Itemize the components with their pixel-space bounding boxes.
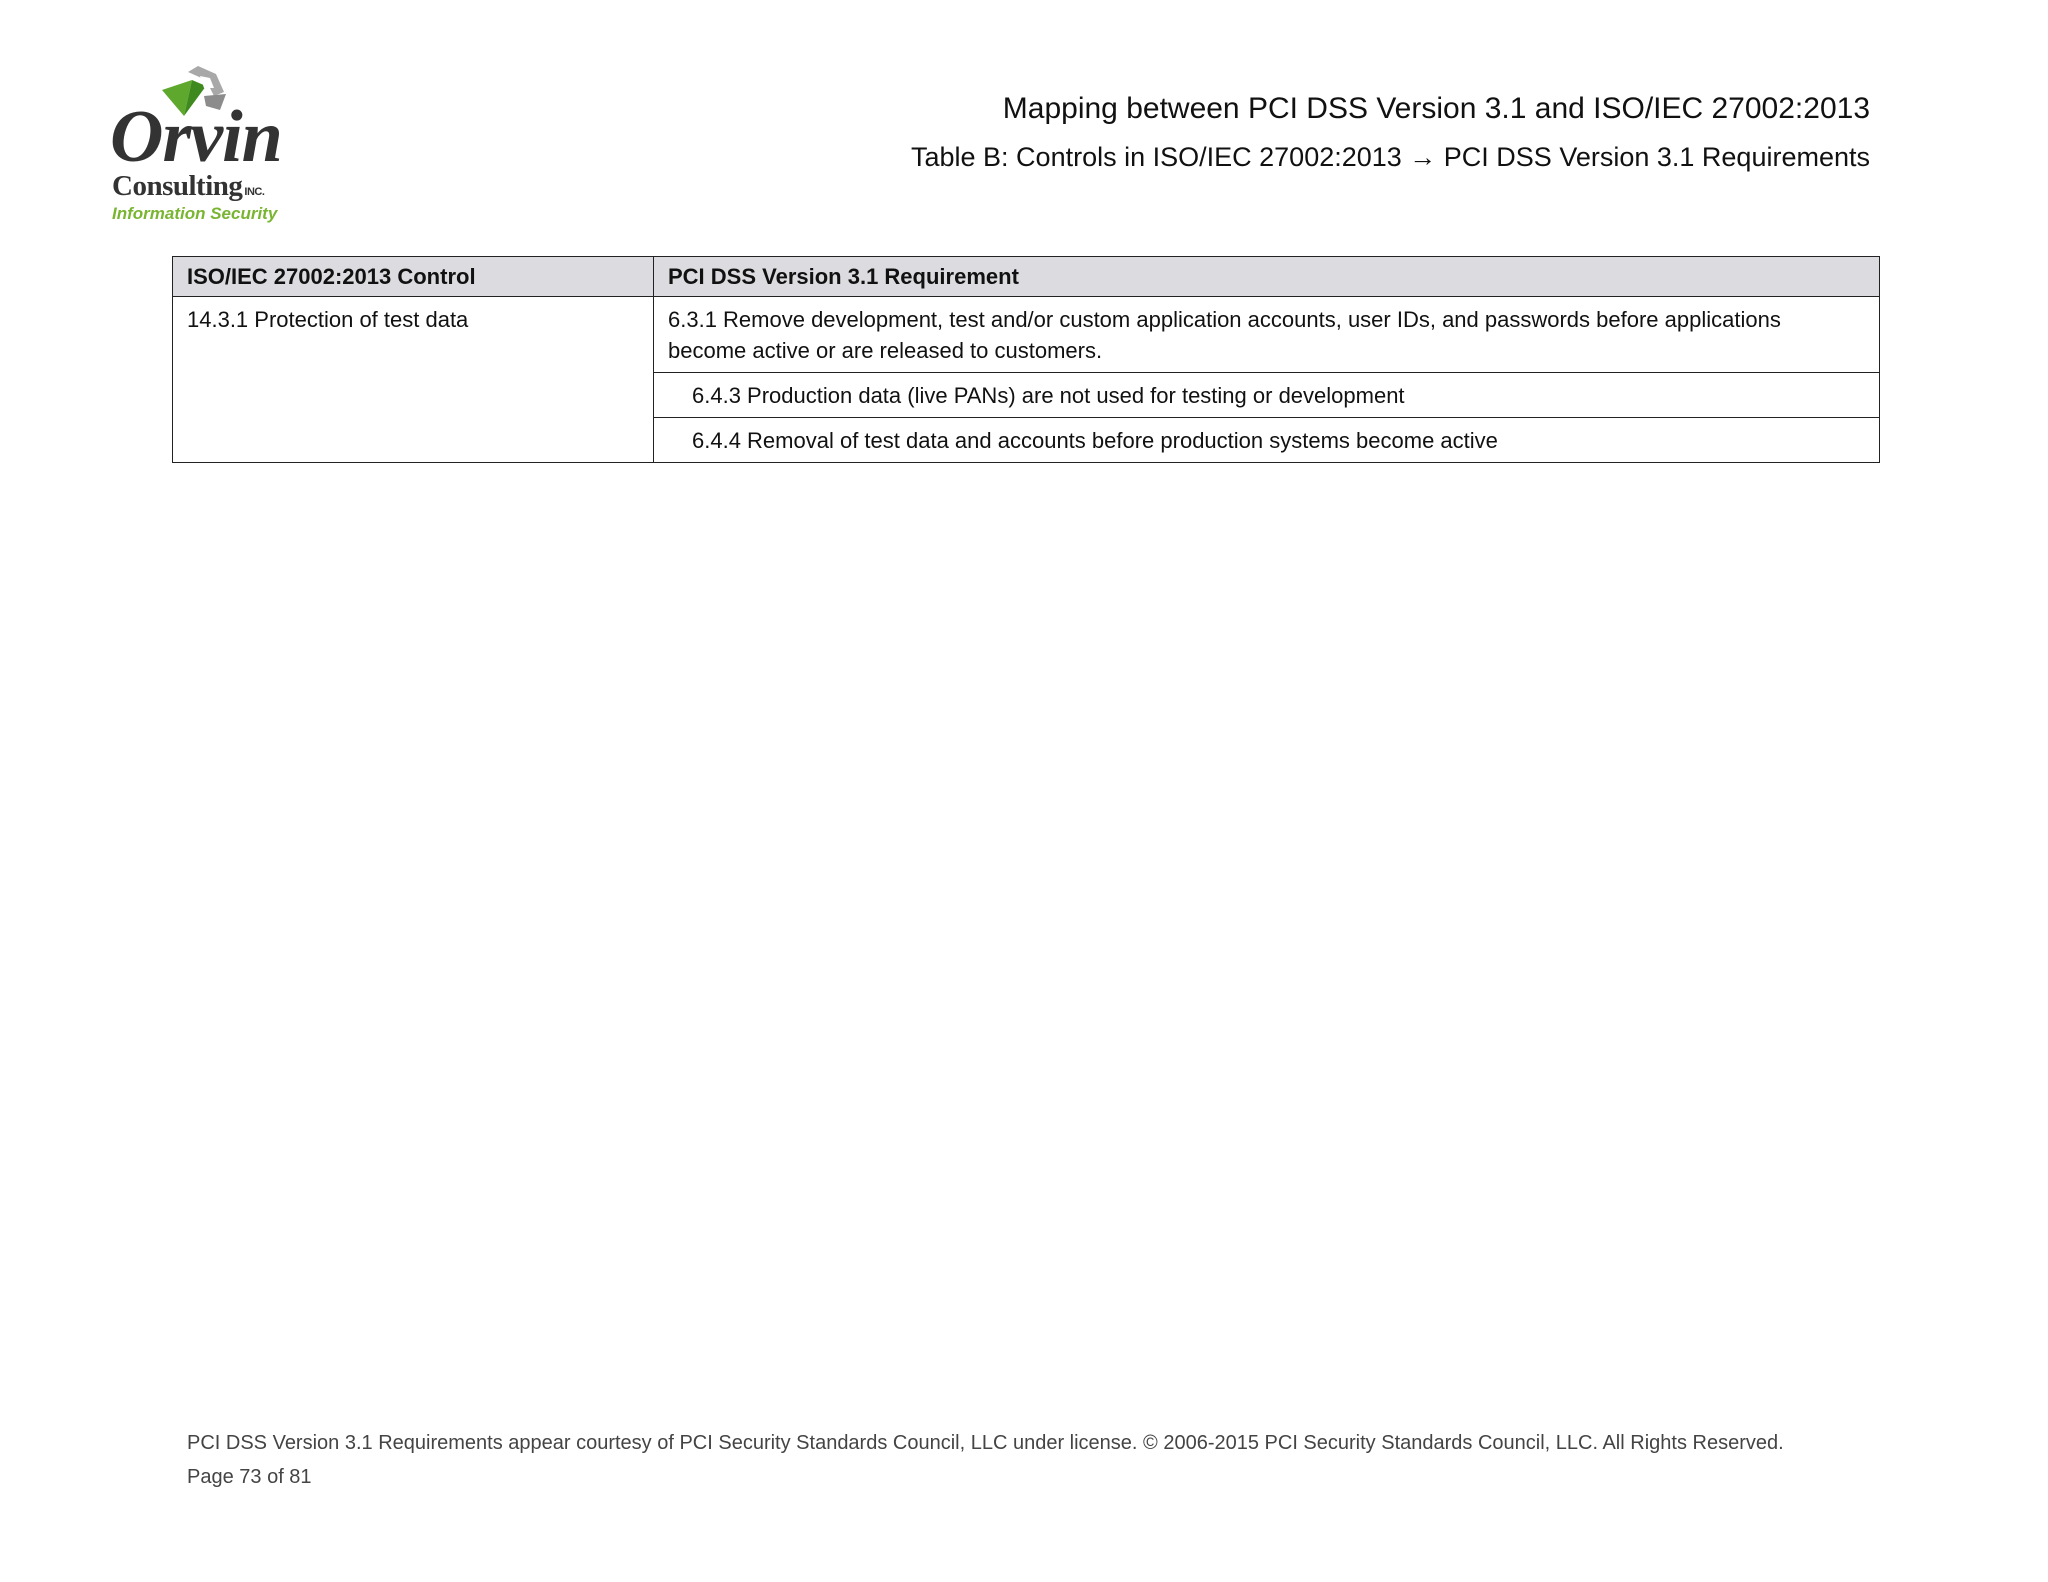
logo-tagline: Information Security: [112, 204, 278, 223]
page-number: Page 73 of 81: [187, 1466, 312, 1488]
table-row: [173, 297, 1880, 373]
pci-requirement-cell: 6.4.3 Production data (live PANs) are not used for testing or development: [654, 373, 1880, 418]
footer-copyright-note: PCI DSS Version 3.1 Requirements appear courtesy of PCI Security Standards Council, LLC under license. © 2006-2015 PCI Security Standards Council, LLC. All Rights Reserved.: [187, 1432, 1784, 1454]
column-header-iso-control: ISO/IEC 27002:2013 Control: [173, 257, 654, 297]
logo-inc-text: INC.: [244, 186, 265, 198]
table-header-row: [173, 257, 1880, 297]
pci-requirement-cell: 6.3.1 Remove development, test and/or custom application accounts, user IDs, and passwords before applications become active or are released to customers.: [654, 297, 1880, 373]
logo-consulting-text: Consulting: [112, 170, 243, 202]
company-logo: [110, 66, 300, 236]
logo-wordmark: Orvin: [110, 96, 282, 178]
iso-control-cell: 14.3.1 Protection of test data: [173, 297, 654, 463]
logo-subwordmark: [112, 172, 264, 201]
column-header-pci-requirement: PCI DSS Version 3.1 Requirement: [654, 257, 1880, 297]
pci-requirement-cell: 6.4.4 Removal of test data and accounts before production systems become active: [654, 418, 1880, 463]
document-title: Mapping between PCI DSS Version 3.1 and ISO/IEC 27002:2013: [1002, 92, 1870, 125]
document-subtitle: Table B: Controls in ISO/IEC 27002:2013 → PCI DSS Version 3.1 Requirements: [911, 142, 1870, 172]
mapping-table: [172, 256, 1880, 463]
